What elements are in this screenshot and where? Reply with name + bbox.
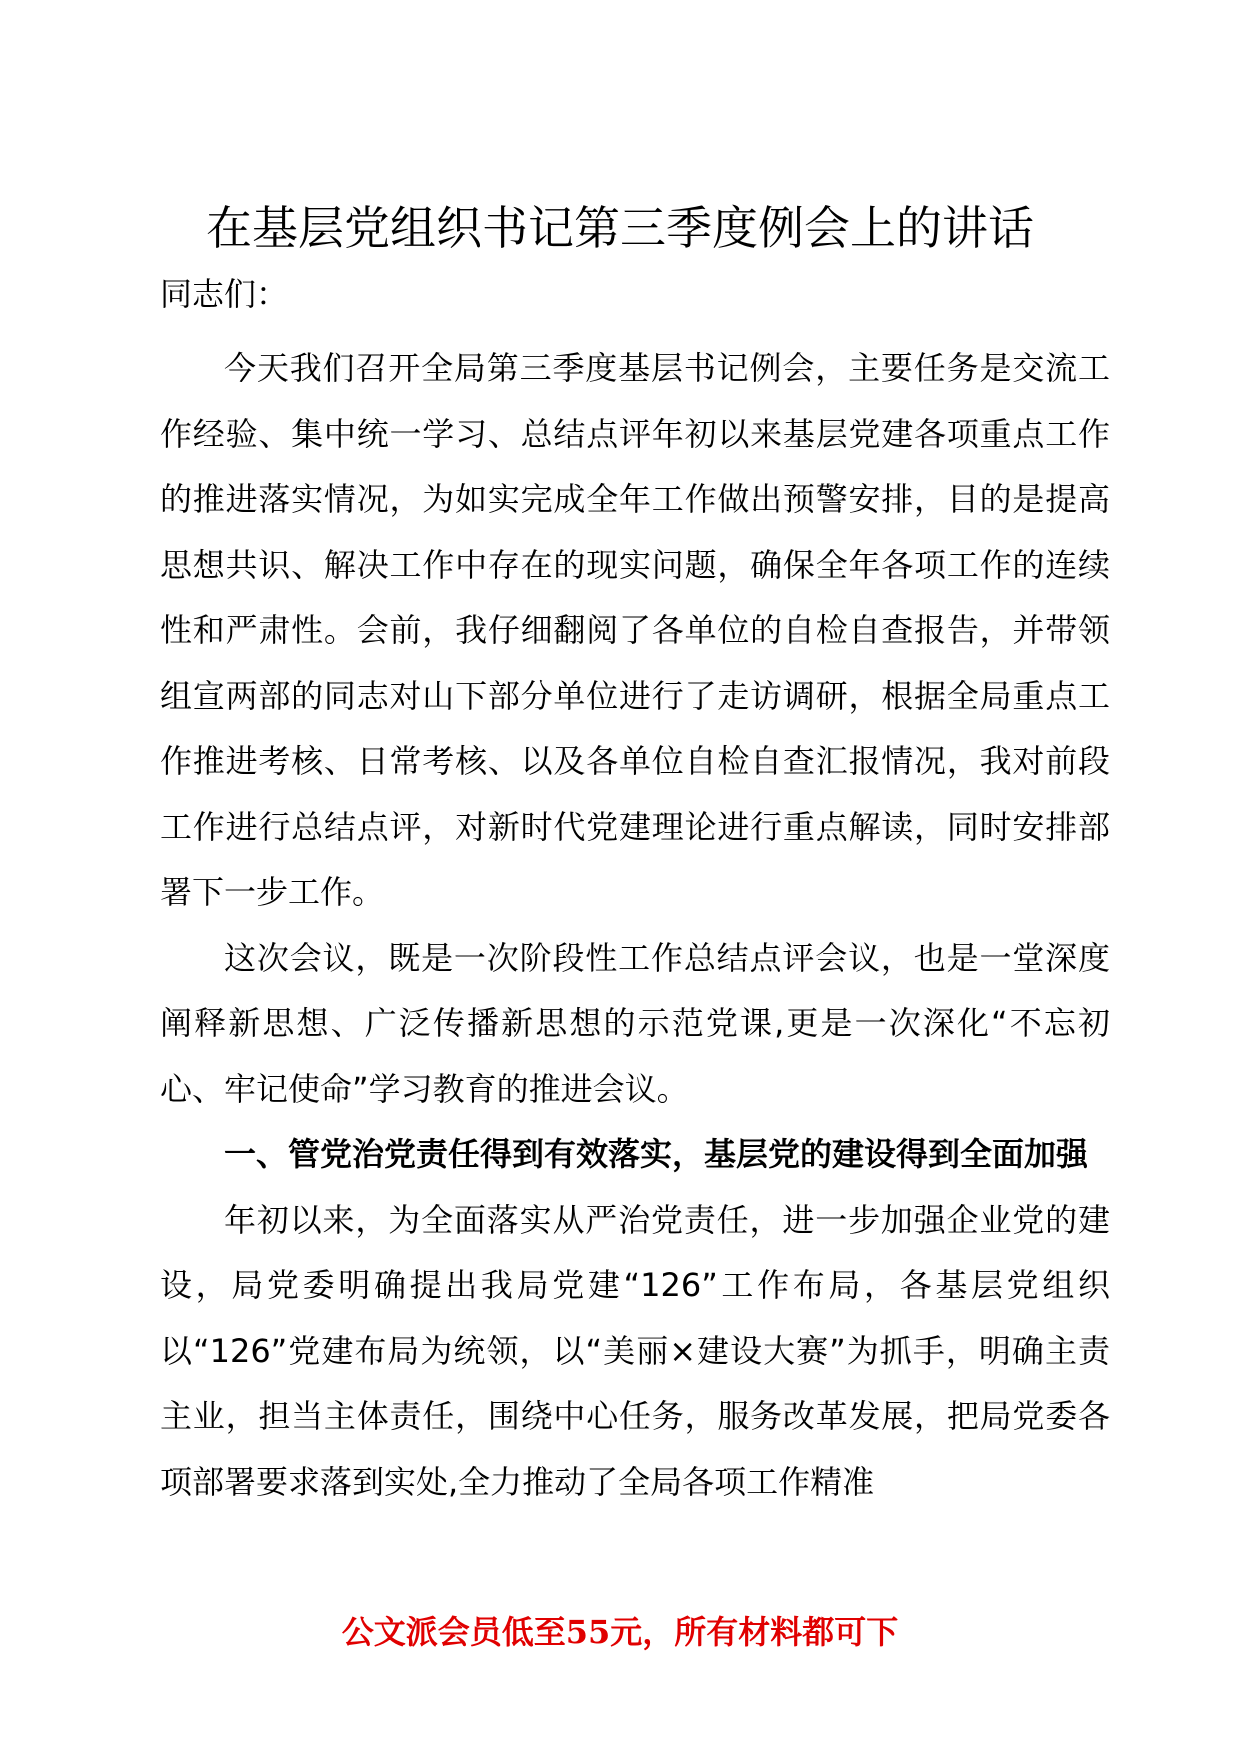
salutation: 同志们： xyxy=(160,275,289,313)
paragraph-meeting-nature: 这次会议，既是一次阶段性工作总结点评会议，也是一堂深度阐释新思想、广泛传播新思想的示范党课,更是一次深化“不忘初心、牢记使命”学习教育的推进会议。 xyxy=(160,938,1110,1108)
section-heading-1: 一、管党治党责任得到有效落实，基层党的建设得到全面加强 xyxy=(224,1135,1089,1173)
document-title: 在基层党组织书记第三季度例会上的讲话 xyxy=(206,201,1034,255)
footer-promo-notice: 公文派会员低至55元，所有材料都可下 xyxy=(341,1613,899,1651)
paragraph-intro: 今天我们召开全局第三季度基层书记例会，主要任务是交流工作经验、集中统一学习、总结点评年初以来基层党建各项重点工作的推进落实情况，为如实完成全年工作做出预警安排，目的是提高思想共识、解决工作中存在的现实问题，确保全年各项工作的连续性和严肃性。会前，我仔细翻阅了各单位的自检自查报告，并带领组宣两部的同志对山下部分单位进行了走访调研，根据全局重点工作推进考核、日常考核、以及各单位自检自查汇报情况，我对前段工作进行总结点评，对新时代党建理论进行重点解读，同时安排部署下一步工作。 xyxy=(160,349,1110,911)
paragraph-section-1: 年初以来，为全面落实从严治党责任，进一步加强企业党的建设，局党委明确提出我局党建“126”工作布局，各基层党组织以“126”党建布局为统领，以“美丽×建设大赛”为抓手，明确主责主业，担当主体责任，围绕中心任务，服务改革发展，把局党委各项部署要求落到实处,全力推动了全局各项工作精准 xyxy=(160,1200,1110,1501)
document-body xyxy=(160,336,1110,1515)
